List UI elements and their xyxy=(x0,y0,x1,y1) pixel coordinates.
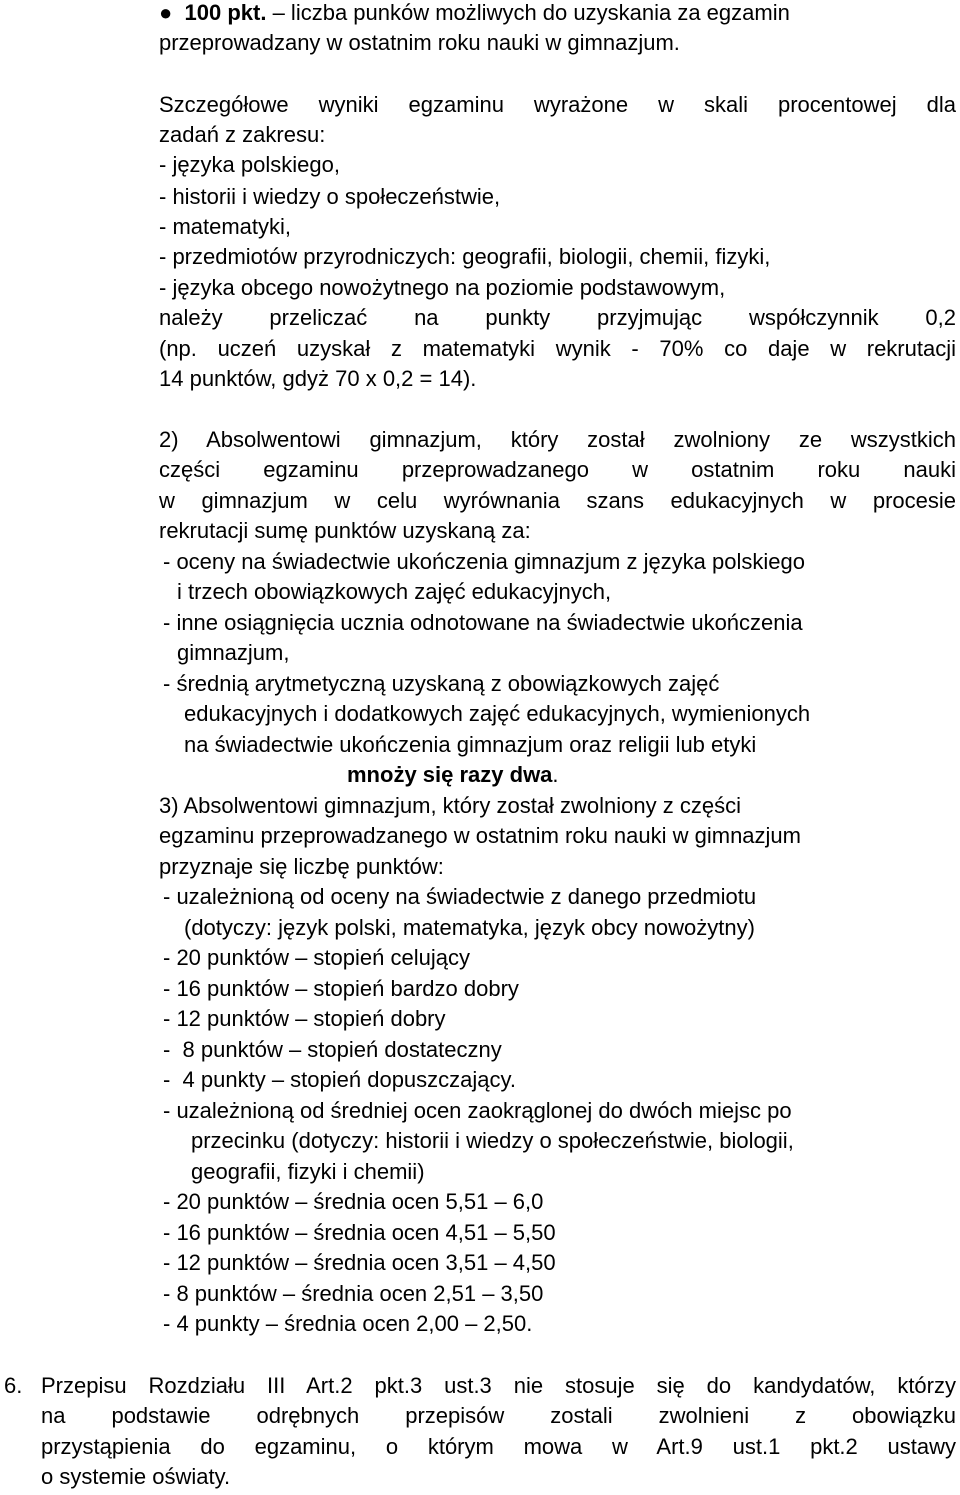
point6-number: 6. xyxy=(4,1373,23,1398)
point3-line-5: (dotyczy: język polski, matematyka, język obcy nowożytny) xyxy=(184,915,755,940)
point6-line-4: o systemie oświaty. xyxy=(41,1464,231,1489)
point2-bold: mnoży się razy dwa xyxy=(347,762,553,787)
grade-item: - 12 punktów – stopień dobry xyxy=(163,1006,446,1031)
intro-line-2: przeprowadzany w ostatnim roku nauki w gimnazjum. xyxy=(159,30,680,55)
grade-item: - 8 punktów – stopień dostateczny xyxy=(163,1037,502,1062)
grade-item: - 20 punktów – stopień celujący xyxy=(163,945,470,970)
point6-line-1: Przepisu Rozdziału III Art.2 pkt.3 ust.3 nie stosuje się do kandydatów, którzy xyxy=(41,1373,956,1398)
point2-line-10: edukacyjnych i dodatkowych zajęć edukacyjnych, wymienionych xyxy=(184,701,811,726)
point2-line-11: na świadectwie ukończenia gimnazjum oraz religii lub etyki xyxy=(184,732,757,757)
point3-line-6: - uzależnioną od średniej ocen zaokrąglonej do dwóch miejsc po xyxy=(163,1098,792,1123)
details-line-1: Szczegółowe wyniki egzaminu wyrażone w skali procentowej dla xyxy=(159,92,956,117)
details-item: - przedmiotów przyrodniczych: geografii, biologii, chemii, fizyki, xyxy=(159,244,771,269)
details-item: - historii i wiedzy o społeczeństwie, xyxy=(159,184,501,209)
point2-line-3: w gimnazjum w celu wyrównania szans edukacyjnych w procesie xyxy=(159,488,956,513)
point3-line-3: przyznaje się liczbę punktów: xyxy=(159,854,444,879)
point2-line-1: 2) Absolwentowi gimnazjum, który został zwolniony ze wszystkich xyxy=(159,427,956,452)
bullet-icon: ● xyxy=(159,0,173,25)
point3-line-4: - uzależnioną od oceny na świadectwie z danego przedmiotu xyxy=(163,884,757,909)
details-item: - matematyki, xyxy=(159,214,292,239)
details-line-2: zadań z zakresu: xyxy=(159,122,326,147)
point2-line-7: - inne osiągnięcia ucznia odnotowane na świadectwie ukończenia xyxy=(163,610,803,635)
grade-item: - 16 punktów – stopień bardzo dobry xyxy=(163,976,519,1001)
average-item: - 8 punktów – średnia ocen 2,51 – 3,50 xyxy=(163,1281,544,1306)
point3-line-8: geografii, fizyki i chemii) xyxy=(191,1159,425,1184)
details-line-5: 14 punktów, gdyż 70 x 0,2 = 14). xyxy=(159,366,477,391)
point3-line-1: 3) Absolwentowi gimnazjum, który został zwolniony z części xyxy=(159,793,742,818)
average-item: - 12 punktów – średnia ocen 3,51 – 4,50 xyxy=(163,1250,556,1275)
point2-line-8: gimnazjum, xyxy=(177,640,290,665)
details-item: - języka polskiego, xyxy=(159,152,340,177)
point2-line-12: mnoży się razy dwa. xyxy=(347,762,559,787)
details-line-4: (np. uczeń uzyskał z matematyki wynik - 70% co daje w rekrutacji xyxy=(159,336,956,361)
average-item: - 16 punktów – średnia ocen 4,51 – 5,50 xyxy=(163,1220,556,1245)
intro-bold: 100 pkt. xyxy=(184,0,267,25)
point6-line-3: przystąpienia do egzaminu, o którym mowa w Art.9 ust.1 pkt.2 ustawy xyxy=(41,1434,956,1459)
point3-line-2: egzaminu przeprowadzanego w ostatnim roku nauki w gimnazjum xyxy=(159,823,801,848)
intro-line-1 xyxy=(159,0,790,28)
point3-line-7: przecinku (dotyczy: historii i wiedzy o społeczeństwie, biologii, xyxy=(191,1128,794,1153)
point2-line-5: - oceny na świadectwie ukończenia gimnazjum z języka polskiego xyxy=(163,549,805,574)
details-item: - języka obcego nowożytnego na poziomie podstawowym, xyxy=(159,275,726,300)
intro-text-1: – liczba punków możliwych do uzyskania za egzamin xyxy=(266,0,790,25)
point2-line-2: części egzaminu przeprowadzanego w ostatnim roku nauki xyxy=(159,457,956,482)
point2-line-6: i trzech obowiązkowych zajęć edukacyjnych, xyxy=(177,579,612,604)
average-item: - 4 punkty – średnia ocen 2,00 – 2,50. xyxy=(163,1311,533,1336)
grade-item: - 4 punkty – stopień dopuszczający. xyxy=(163,1067,517,1092)
point2-line-4: rekrutacji sumę punktów uzyskaną za: xyxy=(159,518,531,543)
point6-line-2: na podstawie odrębnych przepisów zostali zwolnieni z obowiązku xyxy=(41,1403,956,1428)
details-line-3: należy przeliczać na punkty przyjmując współczynnik 0,2 xyxy=(159,305,956,330)
average-item: - 20 punktów – średnia ocen 5,51 – 6,0 xyxy=(163,1189,544,1214)
point2-line-9: - średnią arytmetyczną uzyskaną z obowiązkowych zajęć xyxy=(163,671,720,696)
